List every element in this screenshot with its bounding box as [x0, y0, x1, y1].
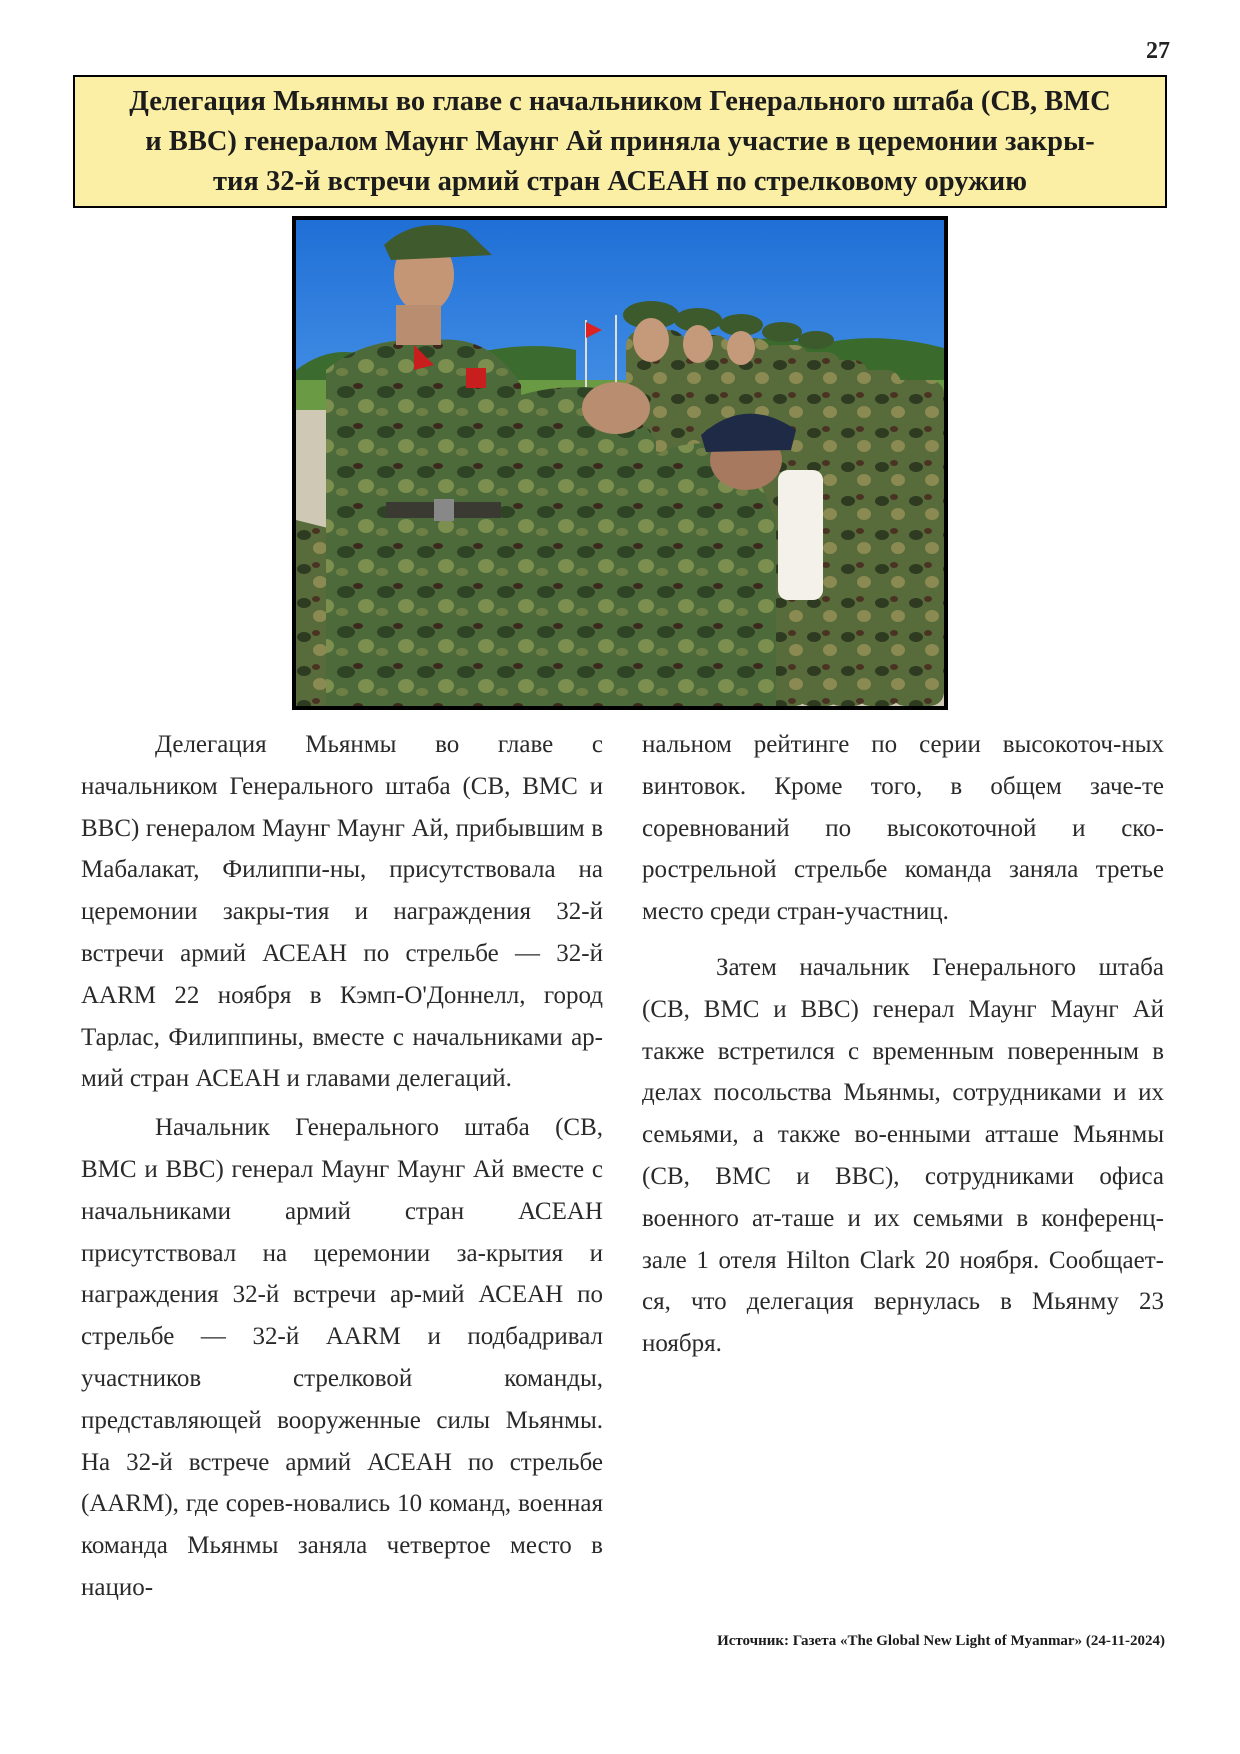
- headline: [129, 82, 1110, 202]
- paragraph-2: Начальник Генерального штаба (СВ, ВМС и ВВС) генерал Маунг Маунг Ай вместе с начальниками армий стран АСЕАН присутствовал на церемонии за-крытия и награждения 32-й встречи ар-мий АСЕАН по стрельбе — 32-й AARM и подбадривал участников стрелковой команды, представляющей вооруженные силы Мьянмы. На 32-й встрече армий АСЕАН по стрельбе (AARM), где сорев-новались 10 команд, военная команда Мьянмы заняла четвертое место в нацио-: [81, 1114, 603, 1601]
- source-credit: Источник: Газета «The Global New Light of Myanmar» (24-11-2024): [717, 1633, 1165, 1649]
- paragraph-2-continuation: нальном рейтинге по серии высокоточ-ных винтовок. Кроме того, в общем заче-те соревнований по высокоточной и ско-рострельной стрельбе команда заняла третье место среди стран-участниц.: [642, 731, 1164, 926]
- headline-box: [73, 75, 1167, 208]
- headline-line-2: и ВВС) генералом Маунг Маунг Ай приняла участие в церемонии закры-: [145, 125, 1095, 157]
- text-column-right: [642, 724, 1164, 1372]
- page-number: 27: [1146, 38, 1170, 64]
- paragraph-3: Затем начальник Генерального штаба (СВ, ВМС и ВВС) генерал Маунг Маунг Ай также встретился с временным поверенным в делах посольства Мьянмы, сотрудниками и их семьями, а также во-енными атташе Мьянмы (СВ, ВМС и ВВС), сотрудниками офиса военного ат-таше и их семьями в конференц-зале 1 отеля Hilton Clark 20 ноября. Сообщает-ся, что делегация вернулась в Мьянму 23 ноября.: [642, 953, 1164, 1358]
- text-column-left: [81, 724, 603, 1616]
- headline-line-1: Делегация Мьянмы во главе с начальником Генерального штаба (СВ, ВМС: [129, 85, 1111, 117]
- paragraph-1: Делегация Мьянмы во главе с начальником Генерального штаба (СВ, ВМС и ВВС) генералом Маунг Маунг Ай, прибывшим в Мабалакат, Филиппи-ны, присутствовала на церемонии закры-тия и награждения 32-й встречи армий АСЕАН по стрельбе — 32-й AARM 22 ноября в Кэмп-О'Доннелл, город Тарлас, Филиппины, вместе с начальниками ар-мий стран АСЕАН и главами делегаций.: [81, 731, 603, 1093]
- headline-line-3: тия 32-й встречи армий стран АСЕАН по стрелковому оружию: [212, 165, 1027, 197]
- news-photo: [292, 216, 948, 710]
- medal-ceremony-photo: [296, 220, 944, 706]
